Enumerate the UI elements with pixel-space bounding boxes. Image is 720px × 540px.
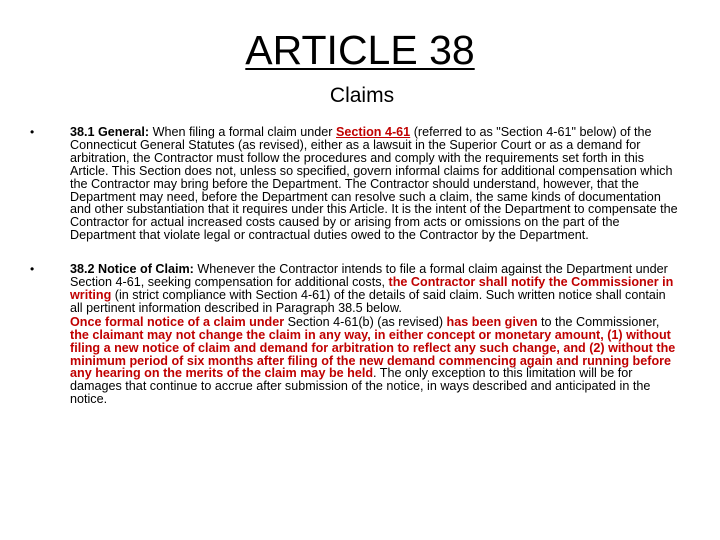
bullet-icon: • [30,125,35,139]
bullet-item-notice-of-claim [30,263,680,406]
section-heading-general: 38.1 General: [70,125,150,139]
body-text: Whenever the Contractor intends to file a formal claim against the Department under Section 4-61, seeking compensation for additional costs, [70,262,668,290]
bullet-icon: • [30,262,35,277]
article-subtitle: Claims [329,84,395,107]
body-text: to the Commissioner, [537,314,660,329]
emphasis-text: the Contractor shall notify the Commissioner in writing [70,275,674,302]
bullet-list [30,126,680,406]
body-text: Section 4-61(b) (as revised) [284,314,447,329]
article-title-text: ARTICLE 38 [245,27,475,73]
emphasis-text: the claimant may not change the claim in any way, in either concept or monetary amount, (1) without filing a new notice of claim and demand for arbitration to reflect any such change, and (2) without the minimum period of six months after filing of the new demand commencing again and running before any hearing on the merits of the claim may be held [70,327,676,381]
body-text: (in strict compliance with Section 4-61) of the details of said claim. Such written notice shall contain all pertinent information described in Paragraph 38.5 below. [70,287,666,315]
emphasis-text: has been given [446,314,538,329]
section-heading-notice: 38.2 Notice of Claim: [70,262,194,277]
emphasis-text: Once formal notice of a claim under [70,314,285,329]
notice-paragraph-2 [70,316,680,406]
article-title [0,26,720,74]
body-text: When filing a formal claim under [149,125,336,139]
bullet-item-general [30,126,680,242]
section-link[interactable]: Section 4-61 [336,125,411,139]
body-text: . The only exception to this limitation will be for damages that continue to accrue after submission of the notice, in ways described and anticipated in the notice. [70,366,651,407]
body-text: (referred to as "Section 4-61" below) of the Connecticut General Statutes (as revised), either as a lawsuit in the Superior Court or as a demand for arbitration, the Contractor must follow the procedures and comply with the requirements set forth in this Article. This Section does not, unless so specified, govern informal claims for additional compensation which the Contractor may bring before the Department. The Contractor should understand, however, that the Department may need, before the Department can resolve such a claim, the same kinds of documentation and other substantiation that it requires under this Article. It is the intent of the Department to compensate the Contractor for actual increased costs caused by or arising from acts or omissions on the part of the Department that violate legal or contractual duties owed to the Contractor by the Department. [70,125,678,243]
